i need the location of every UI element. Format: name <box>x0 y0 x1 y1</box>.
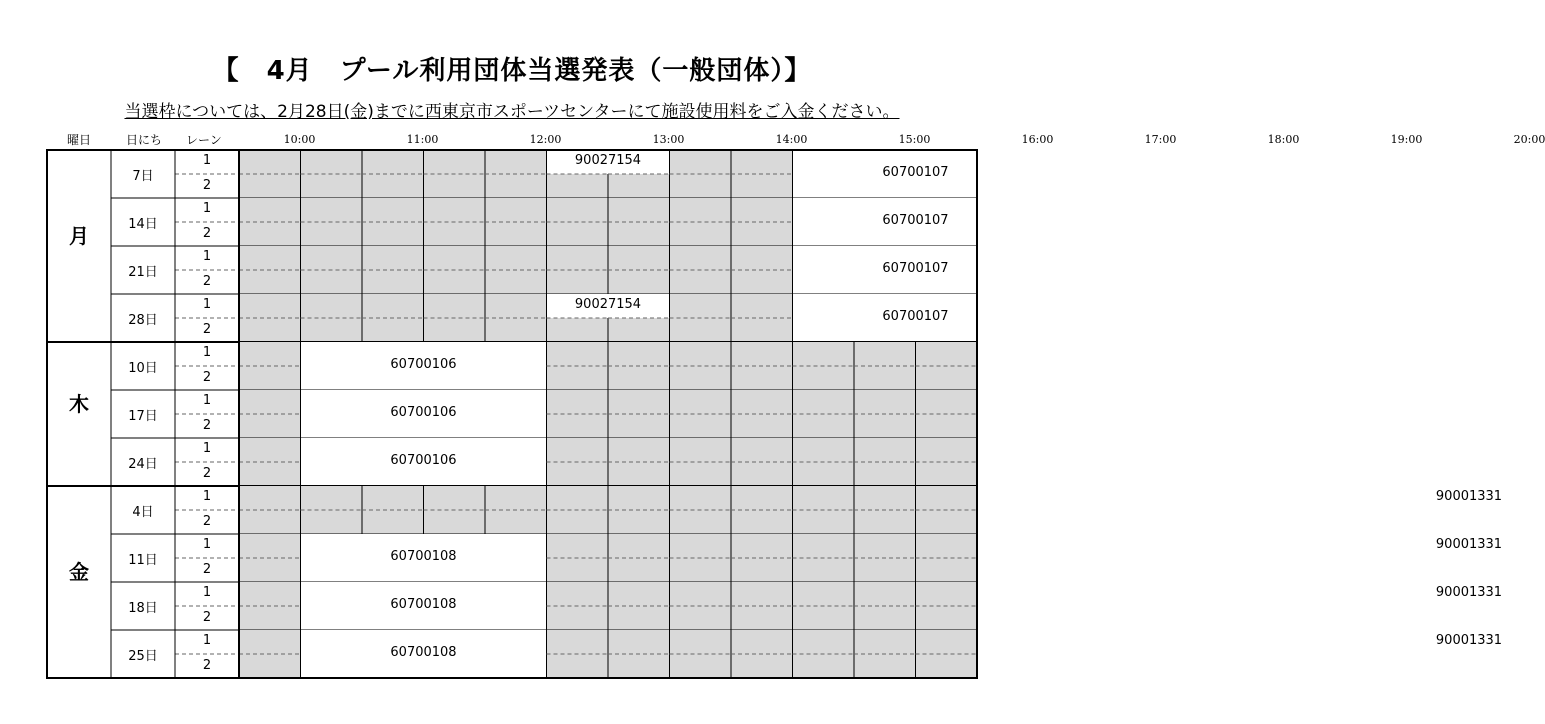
lane-label: 2 <box>202 178 212 193</box>
booking-code: 90001331 <box>1435 585 1503 600</box>
lane-label: 1 <box>202 393 212 408</box>
booking-code: 90001331 <box>1435 489 1503 504</box>
date-label: 17日 <box>128 409 158 424</box>
day-label: 月 <box>69 224 89 248</box>
lane-label: 2 <box>202 370 212 385</box>
booking-code: 60700107 <box>882 213 949 228</box>
lane-label: 2 <box>202 658 212 673</box>
date-label: 28日 <box>128 313 158 328</box>
time-label: 17:00 <box>1144 133 1177 146</box>
time-label: 19:00 <box>1390 133 1423 146</box>
lane-label: 1 <box>202 441 212 456</box>
lane-label: 2 <box>202 418 212 433</box>
lane-label: 2 <box>202 610 212 625</box>
booking-code: 60700107 <box>882 261 949 276</box>
lane-label: 2 <box>202 322 212 337</box>
time-label: 15:00 <box>898 133 931 146</box>
time-label: 20:00 <box>1513 133 1545 146</box>
time-label: 14:00 <box>775 133 808 146</box>
lane-label: 1 <box>202 585 212 600</box>
date-label: 7日 <box>132 169 154 184</box>
payment-notice: 当選枠については、2月28日(金)までに西東京市スポーツセンターにて施設使用料をご入金ください。 <box>124 102 900 122</box>
booking-code: 60700107 <box>882 165 949 180</box>
booking-code: 60700106 <box>390 453 457 468</box>
date-label: 24日 <box>128 457 158 472</box>
date-label: 25日 <box>128 649 158 664</box>
booking-code: 90001331 <box>1435 633 1503 648</box>
time-label: 12:00 <box>529 133 562 146</box>
day-label: 金 <box>69 560 89 584</box>
booking-code: 90027154 <box>574 297 642 312</box>
lane-label: 1 <box>202 201 212 216</box>
time-label: 11:00 <box>406 133 439 146</box>
lane-label: 1 <box>202 633 212 648</box>
lane-label: 1 <box>202 153 212 168</box>
time-label: 16:00 <box>1021 133 1054 146</box>
lane-label: 1 <box>202 537 212 552</box>
header-date: 日にち <box>126 133 163 147</box>
booking-code: 90001331 <box>1435 537 1503 552</box>
lane-label: 2 <box>202 466 212 481</box>
booking-code: 90027154 <box>574 153 642 168</box>
booking-code: 60700108 <box>390 597 457 612</box>
lane-label: 2 <box>202 562 212 577</box>
day-label: 木 <box>69 392 89 416</box>
lane-label: 1 <box>202 489 212 504</box>
lane-label: 1 <box>202 249 212 264</box>
lane-label: 2 <box>202 514 212 529</box>
time-label: 18:00 <box>1267 133 1300 146</box>
lane-label: 1 <box>202 345 212 360</box>
header-lane: レーン <box>186 133 222 147</box>
date-label: 11日 <box>128 553 158 568</box>
date-label: 4日 <box>132 505 154 520</box>
page-title: 【 4月 プール利用団体当選発表（一般団体）】 <box>212 56 812 86</box>
header-day: 曜日 <box>67 133 92 147</box>
lane-label: 1 <box>202 297 212 312</box>
time-label: 13:00 <box>652 133 685 146</box>
time-label: 10:00 <box>283 133 316 146</box>
date-label: 14日 <box>128 217 158 232</box>
booking-code: 60700106 <box>390 357 457 372</box>
booking-code: 60700108 <box>390 549 457 564</box>
date-label: 18日 <box>128 601 158 616</box>
lane-label: 2 <box>202 274 212 289</box>
booking-code: 60700107 <box>882 309 949 324</box>
booking-code: 60700108 <box>390 645 457 660</box>
lane-label: 2 <box>202 226 212 241</box>
date-label: 10日 <box>128 361 158 376</box>
booking-code: 60700106 <box>390 405 457 420</box>
date-label: 21日 <box>128 265 158 280</box>
